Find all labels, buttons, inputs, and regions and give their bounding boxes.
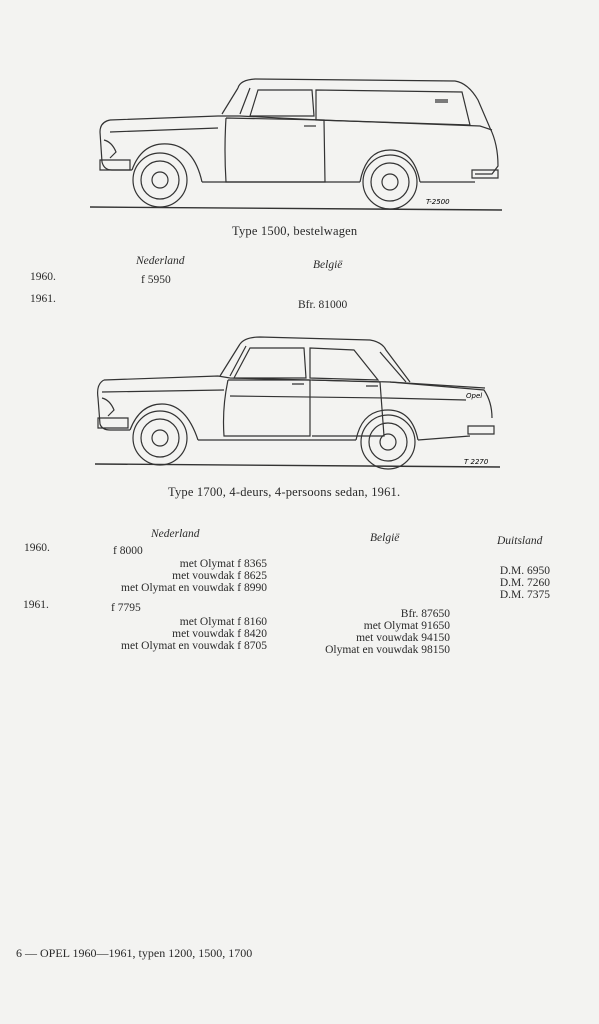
van-caption: Type 1500, bestelwagen <box>232 224 358 238</box>
sedan-de-1960 <box>460 565 550 601</box>
van-year-1961: 1961. <box>30 293 56 305</box>
sedan-year-1961: 1961. <box>23 599 49 611</box>
sedan-country-nl: Nederland <box>151 528 200 540</box>
price-row: met vouwdak f 8420 <box>172 628 267 640</box>
sedan-nl-1961-base: f 7795 <box>111 602 141 614</box>
sedan-illustration <box>90 332 510 482</box>
price-row: D.M. 7260 <box>499 577 550 589</box>
sedan-nl-1960-base: f 8000 <box>113 545 143 557</box>
van-country-be: België <box>313 259 343 271</box>
van-drawing-mark: T-2500 <box>426 198 450 206</box>
price-row: met vouwdak f 8625 <box>172 570 267 582</box>
price-row: met Olymat f 8365 <box>179 558 267 570</box>
price-row: met Olymat 91650 <box>363 620 450 632</box>
price-row: met Olymat en vouwdak f 8705 <box>121 640 267 652</box>
price-row: D.M. 7375 <box>499 589 550 601</box>
price-row: Olymat en vouwdak 98150 <box>325 644 450 656</box>
sedan-country-de: Duitsland <box>497 535 543 547</box>
price-row: met Olymat f 8160 <box>179 616 267 628</box>
sedan-badge: Opel <box>466 392 483 400</box>
sedan-nl-1960-options <box>60 558 267 594</box>
sedan-be-1961 <box>280 608 450 656</box>
van-price-be-1961: Bfr. 81000 <box>298 299 348 311</box>
sedan-year-1960: 1960. <box>24 542 50 554</box>
price-row: met Olymat en vouwdak f 8990 <box>121 582 267 594</box>
van-country-nl: Nederland <box>136 255 185 267</box>
van-year-1960: 1960. <box>30 271 56 283</box>
price-row: Bfr. 87650 <box>400 608 450 620</box>
van-illustration <box>90 70 510 220</box>
price-row: D.M. 6950 <box>499 565 550 577</box>
sedan-caption: Type 1700, 4-deurs, 4-persoons sedan, 1961. <box>168 485 401 499</box>
sedan-nl-1961-options <box>60 616 267 652</box>
page-footer: 6 — OPEL 1960—1961, typen 1200, 1500, 1700 <box>16 946 253 960</box>
van-price-nl-1960: f 5950 <box>141 274 171 286</box>
sedan-drawing-mark: T 2270 <box>464 458 489 466</box>
price-row: met vouwdak 94150 <box>356 632 450 644</box>
sedan-country-be: België <box>370 532 400 544</box>
